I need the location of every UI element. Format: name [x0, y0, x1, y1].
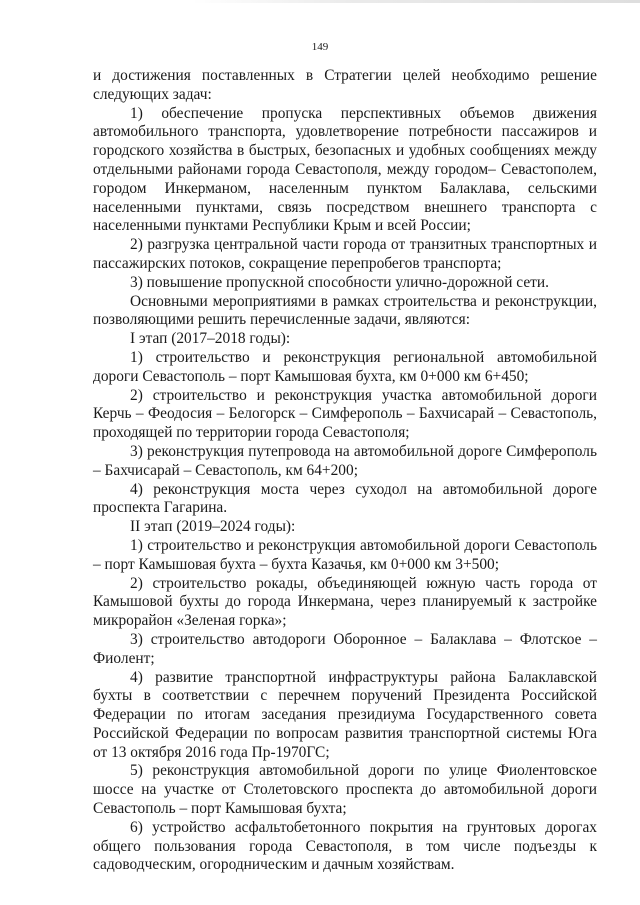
stage-1-item-1: 1) строительство и реконструкция региональной автомобильной дороги Севастополь – порт Камышовая бухта, км 0+000 км 6+450;: [93, 348, 597, 385]
paragraph-main-measures: Основными мероприятиями в рамках строительства и реконструкции, позволяющими решить перечисленные задачи, являются:: [93, 292, 597, 329]
paragraph-intro: и достижения поставленных в Стратегии целей необходимо решение следующих задач:: [93, 67, 597, 103]
stage-1-item-2: 2) строительство и реконструкция участка автомобильной дороги Керчь – Феодосия – Белогорск – Симферополь – Бахчисарай – Севастополь, проходящей по территории города Севастополя;: [93, 386, 597, 442]
stage-1-heading: I этап (2017–2018 годы):: [130, 330, 291, 348]
stage-2-item-2: 2) строительство рокады, объединяющей южную часть города от Камышовой бухты до города Инкермана, через планируемый к застройке микрорайон «Зеленая горка»;: [93, 574, 597, 630]
stage-2-item-6: 6) устройство асфальтобетонного покрытия на грунтовых дорогах общего пользования города Севастополя, в том числе подъезды к садоводческим, огородническим и дачным хозяйствам.: [93, 818, 597, 874]
stage-2-item-4: 4) развитие транспортной инфраструктуры района Балаклавской бухты в соответствии с перечнем поручений Президента Российской Федерации по итогам заседания президиума Государственного совета Российской Федерации по вопросам развития транспортной системы Юга от 13 октября 2016 года Пр-1970ГС;: [93, 668, 597, 761]
stage-2-item-5: 5) реконструкция автомобильной дороги по улице Фиолентовское шоссе на участке от Столетовского проспекта до автомобильной дороги Севастополь – порт Камышовая бухта;: [93, 762, 597, 818]
stage-1-item-3: 3) реконструкция путепровода на автомобильной дороге Симферополь – Бахчисарай – Севастополь, км 64+200;: [93, 442, 597, 479]
stage-1-item-4: 4) реконструкция моста через суходол на автомобильной дороге проспекта Гагарина.: [93, 480, 597, 517]
stage-2-item-1: 1) строительство и реконструкция автомобильной дороги Севастополь – порт Камышовая бухта – бухта Казачья, км 0+000 км 3+500;: [93, 536, 597, 573]
body-text: [93, 67, 597, 875]
scan-edge: [0, 0, 640, 3]
page-number: 149: [311, 41, 329, 53]
paragraph-task-1: 1) обеспечение пропуска перспективных объемов движения автомобильного транспорта, удовлетворение потребности пассажиров и городского хозяйства в быстрых, безопасных и удобных сообщениях между отдельными районами города Севастополя, между городом– Севастополем, городом Инкерманом, населенным пунктом Балаклава, сельскими населенными пунктами, связь посредством внешнего транспорта с населенными пунктами Республики Крым и всей России;: [93, 104, 597, 235]
stage-2-item-3: 3) строительство автодороги Оборонное – Балаклава – Флотское – Фиолент;: [93, 630, 597, 667]
stage-2-heading: II этап (2019–2024 годы):: [130, 518, 296, 536]
paragraph-task-3: 3) повышение пропускной способности улично-дорожной сети.: [130, 273, 549, 291]
paragraph-task-2: 2) разгрузка центральной части города от транзитных транспортных и пассажирских потоков, сокращение перепробегов транспорта;: [93, 236, 597, 272]
